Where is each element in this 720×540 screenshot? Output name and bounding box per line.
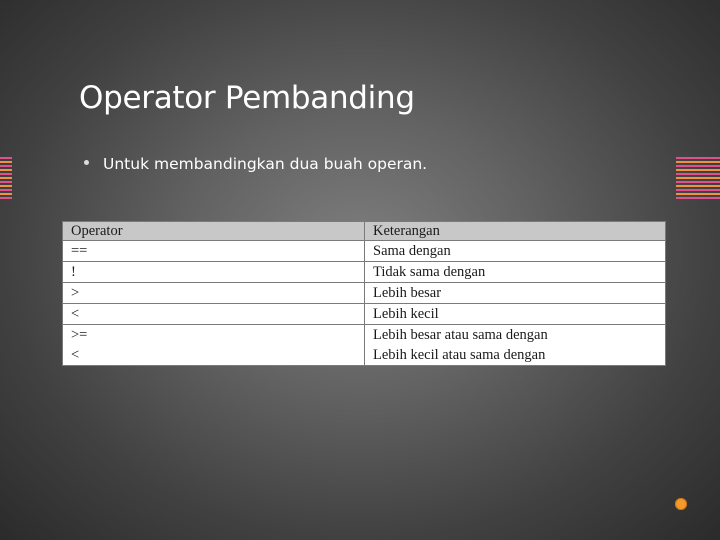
operator-cell: > — [63, 283, 365, 304]
operator-table — [62, 221, 666, 366]
table-row — [63, 325, 666, 346]
keterangan-cell: Lebih besar atau sama dengan — [365, 325, 666, 346]
operator-cell: ! — [63, 262, 365, 283]
operator-cell: == — [63, 241, 365, 262]
operator-cell: < — [63, 345, 365, 366]
bullet-text: Untuk membandingkan dua buah operan. — [103, 155, 428, 173]
table-row — [63, 304, 666, 325]
header-operator: Operator — [63, 222, 365, 241]
bullet-item — [84, 155, 427, 173]
operator-cell: >= — [63, 325, 365, 346]
decorative-stripes-right — [676, 157, 720, 199]
operator-cell: < — [63, 304, 365, 325]
table-row — [63, 283, 666, 304]
decorative-stripes-left — [0, 157, 12, 199]
keterangan-cell: Tidak sama dengan — [365, 262, 666, 283]
slide-title: Operator Pembanding — [79, 80, 415, 116]
table-row — [63, 345, 666, 366]
orange-dot-icon — [675, 498, 687, 510]
keterangan-cell: Sama dengan — [365, 241, 666, 262]
keterangan-cell: Lebih kecil atau sama dengan — [365, 345, 666, 366]
table-header-row — [63, 222, 666, 241]
keterangan-cell: Lebih besar — [365, 283, 666, 304]
keterangan-cell: Lebih kecil — [365, 304, 666, 325]
table-row — [63, 262, 666, 283]
table-row — [63, 241, 666, 262]
header-keterangan: Keterangan — [365, 222, 666, 241]
bullet-dot-icon — [84, 160, 89, 165]
